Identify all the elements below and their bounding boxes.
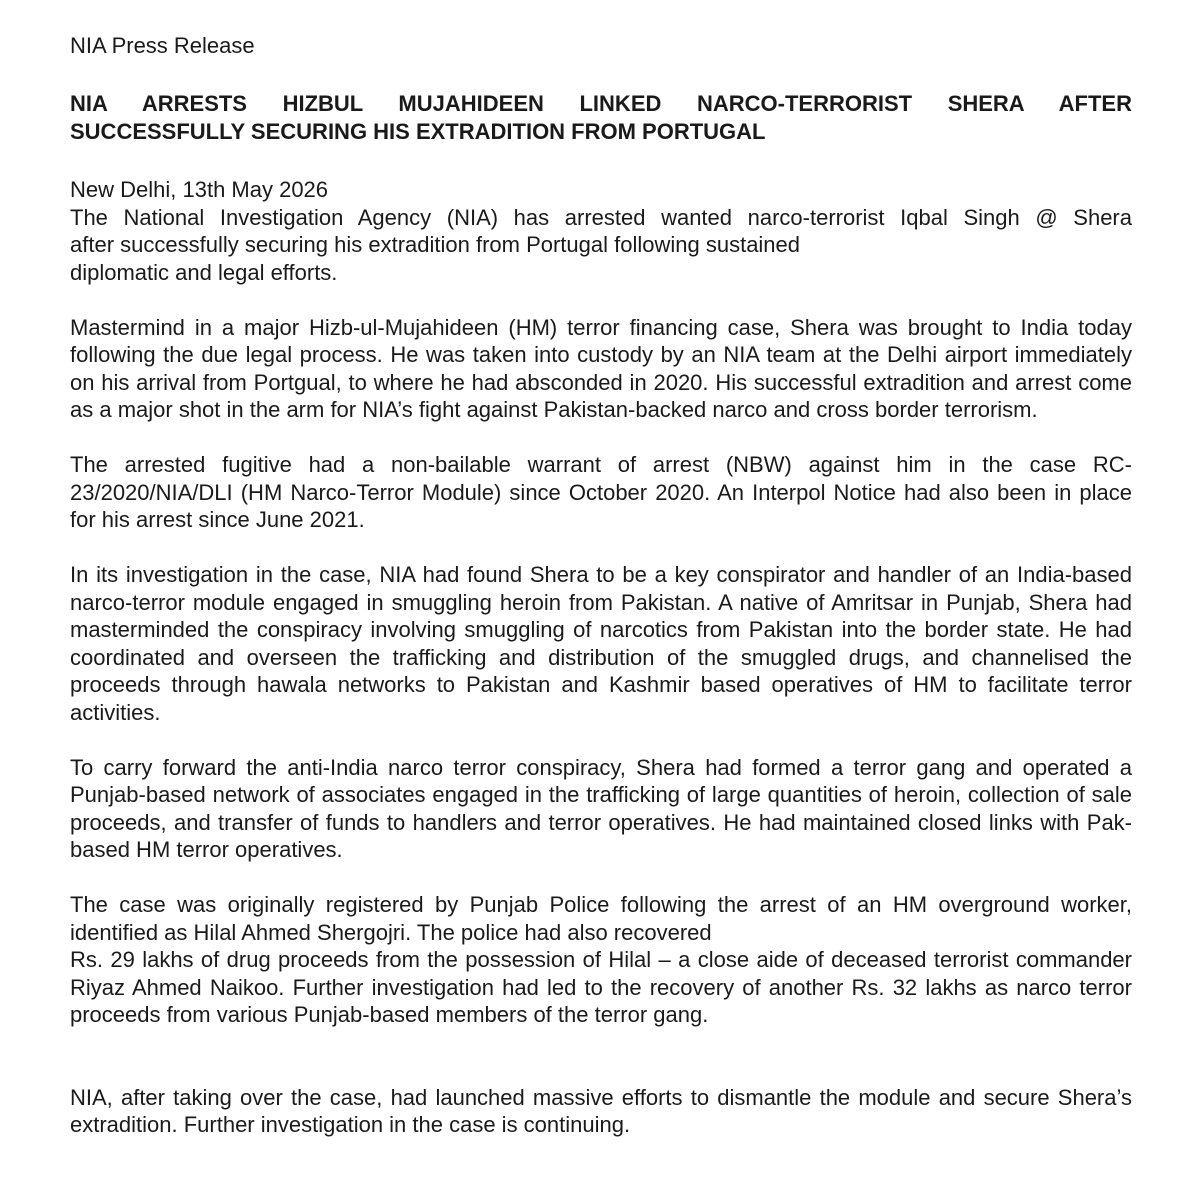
body-paragraph-conspiracy: To carry forward the anti-India narco terror conspiracy, Shera had formed a terror gang and operated a Punjab-based network of associates engaged in the trafficking of large quantities of heroin, collection of sale proceeds, and transfer of funds to handlers and terror operatives. He had maintained closed links with Pak-based HM terror operatives.	[70, 754, 1132, 862]
case-paragraph-part-2: Rs. 29 lakhs of drug proceeds from the possession of Hilal – a close aide of deceased terrorist commander Riyaz Ahmed Naikoo. Further investigation had led to the recovery of another Rs. 32 lakhs as narco terror proceeds from various Punjab-based members of the terror gang.	[70, 947, 1132, 1027]
document-label: NIA Press Release	[70, 33, 255, 58]
headline	[70, 90, 1132, 146]
case-paragraph-part-1: The case was originally registered by Punjab Police following the arrest of an HM overground worker, identified as Hilal Ahmed Shergojri. The police had also recovered	[70, 892, 1132, 945]
headline-line-2: SUCCESSFULLY SECURING HIS EXTRADITION FROM PORTUGAL	[70, 119, 766, 144]
dateline: New Delhi, 13th May 2026	[70, 177, 329, 202]
intro-line-2: after successfully securing his extradition from Portugal following sustained	[70, 232, 801, 257]
closing-paragraph: NIA, after taking over the case, had launched massive efforts to dismantle the module and secure Shera’s extradition. Further investigation in the case is continuing.	[70, 1084, 1132, 1137]
intro-line-3: diplomatic and legal efforts.	[70, 259, 338, 285]
case-paragraph	[70, 891, 1132, 1029]
headline-line-1: NIA ARRESTS HIZBUL MUJAHIDEEN LINKED NARCO-TERRORIST SHERA AFTER	[70, 91, 1132, 116]
intro-paragraph	[70, 204, 1132, 287]
body-paragraph-investigation: In its investigation in the case, NIA had found Shera to be a key conspirator and handler of an India-based narco-terror module engaged in smuggling heroin from Pakistan. A native of Amritsar in Punjab, Shera had masterminded the conspiracy involving smuggling of narcotics from Pakistan into the border state. He had coordinated and overseen the trafficking and distribution of the smuggled drugs, and channelised the proceeds through hawala networks to Pakistan and Kashmir based operatives of HM to facilitate terror activities.	[70, 562, 1132, 725]
press-release-document	[70, 32, 1132, 1139]
body-paragraph-warrant: The arrested fugitive had a non-bailable warrant of arrest (NBW) against him in the case RC-23/2020/NIA/DLI (HM Narco-Terror Module) since October 2020. An Interpol Notice had also been in place for his arrest since June 2021.	[70, 452, 1132, 532]
body-paragraph-mastermind: Mastermind in a major Hizb-ul-Mujahideen (HM) terror financing case, Shera was brought to India today following the due legal process. He was taken into custody by an NIA team at the Delhi airport immediately on his arrival from Portgual, to where he had absconded in 2020. His successful extradition and arrest come as a major shot in the arm for NIA’s fight against Pakistan-backed narco and cross border terrorism.	[70, 314, 1132, 422]
intro-line-1: The National Investigation Agency (NIA) has arrested wanted narco-terrorist Iqbal Singh @ Shera	[70, 204, 1132, 230]
